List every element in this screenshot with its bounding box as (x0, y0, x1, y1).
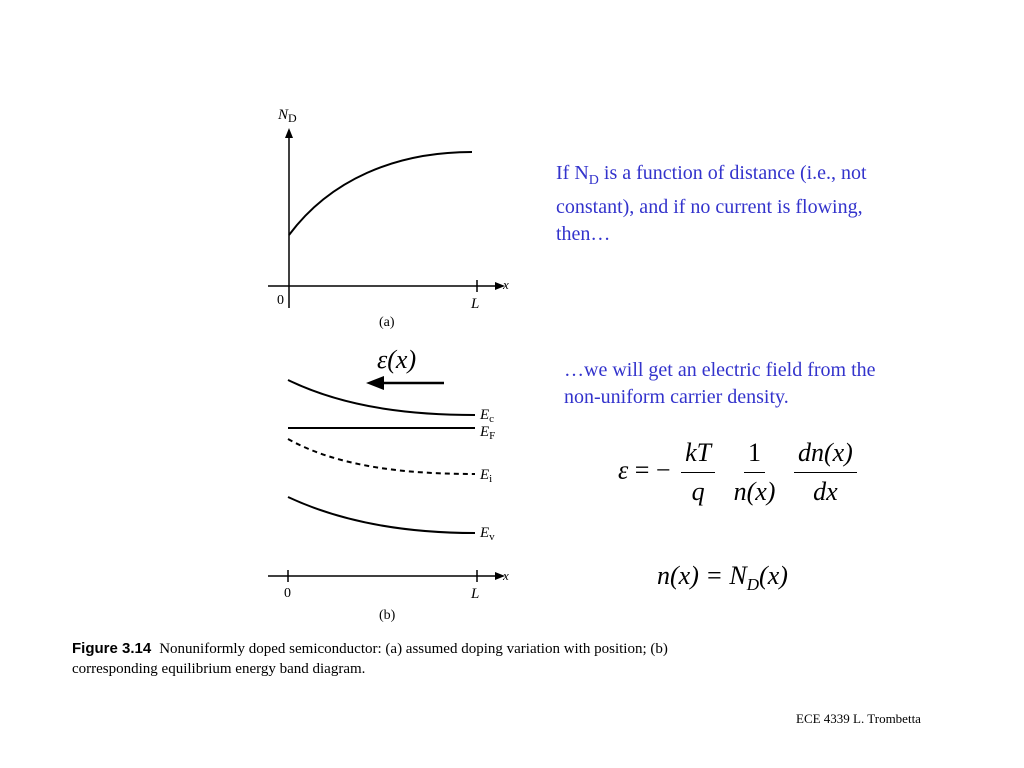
figure-b-panel-label: (b) (379, 608, 396, 623)
eq2-subscript: D (746, 575, 760, 595)
figure-b-band-diagram (260, 340, 520, 625)
eq1-frac1-denominator: q (691, 477, 705, 506)
figure-number: Figure 3.14 (72, 640, 152, 657)
band-label-ef: $E_F$ (480, 424, 496, 442)
slide-footer: ECE 4339 L. Trombetta (796, 711, 921, 726)
conclusion-text: …we will get an electric field from the non-uniform carrier density. (564, 359, 876, 408)
eq1-frac2-numerator: 1 (744, 438, 765, 473)
valence-band-curve (288, 497, 475, 533)
figure-a-doping-curve (289, 152, 472, 235)
eq2-rhs: (x) (759, 561, 788, 590)
eq1-frac2-denominator: n(x) (733, 477, 776, 506)
figure-caption-text: Nonuniformly doped semiconductor: (a) assumed doping variation with position; (b) corresponding equilibrium energy band diagram. (72, 641, 668, 677)
eq1-fraction-1-n (730, 438, 780, 507)
electric-field-label: ε(x) (377, 345, 417, 374)
figure-a-y-arrowhead (285, 128, 293, 138)
intro-text-subscript: D (588, 173, 599, 188)
figure-a-y-label-sub: D (288, 111, 297, 125)
figure-b-x-label: x (503, 568, 509, 583)
band-label-ei: $E_i$ (480, 467, 493, 485)
electric-field-equation (618, 438, 861, 507)
eq1-frac3-numerator: dn(x) (794, 438, 857, 473)
eq1-fraction-dn-dx (794, 438, 857, 507)
figure-a-doping-plot (260, 100, 520, 335)
figure-a-x-label: x (503, 277, 509, 292)
eq1-equals: = − (634, 455, 671, 485)
eq1-lhs: ε (618, 455, 629, 485)
intrinsic-level-curve (288, 439, 475, 474)
figure-a-y-label: $N_D$ (278, 107, 297, 125)
figure-b-origin-label: 0 (284, 586, 291, 601)
figure-caption (72, 639, 732, 679)
figure-a-L-label: L (471, 296, 480, 312)
band-label-ec: $E_c$ (480, 407, 495, 425)
band-label-ev: $E_v$ (480, 525, 495, 543)
eq1-frac1-numerator: kT (681, 438, 715, 473)
electric-field-arrowhead (366, 376, 384, 390)
figure-a-panel-label: (a) (379, 315, 395, 330)
eq1-frac3-denominator: dx (813, 477, 838, 506)
intro-text: If $N_D$ is a function of distance (i.e., not constant), and if no current is flowing, then… (556, 162, 867, 245)
figure-b-L-label: L (471, 586, 480, 602)
eq1-fraction-kt-q (681, 438, 715, 507)
eq2-lhs: n(x) = N (657, 561, 747, 590)
figure-a-origin-label: 0 (277, 293, 284, 308)
carrier-density-equation (657, 561, 788, 595)
